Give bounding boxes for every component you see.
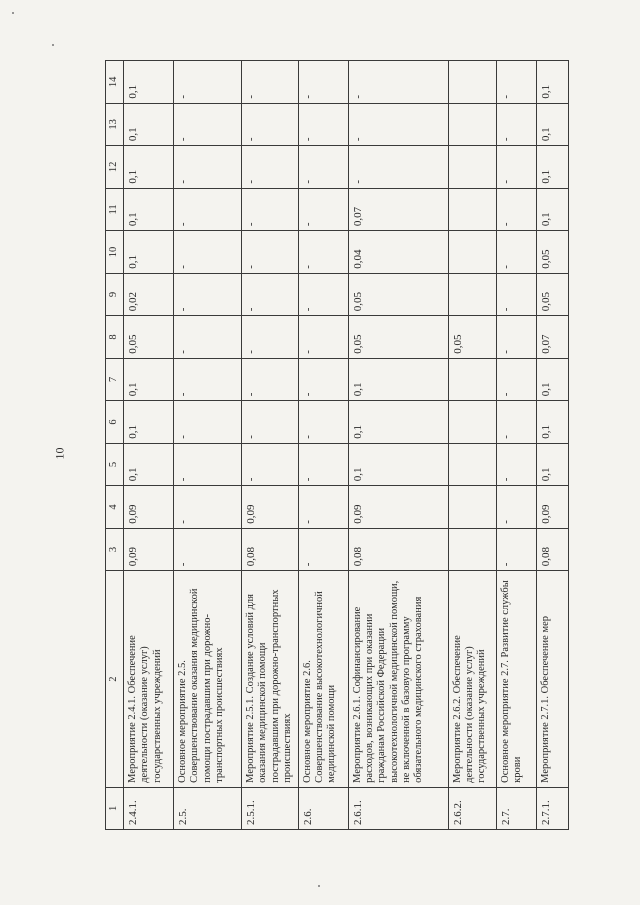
table-row <box>536 61 568 830</box>
header-cell: 8 <box>106 316 124 359</box>
value-cell <box>448 486 496 529</box>
value-cell: 0,04 <box>348 231 448 274</box>
table-row <box>174 61 242 830</box>
value-cell <box>448 443 496 486</box>
value-cell: - <box>298 273 348 316</box>
value-cell: 0,1 <box>124 401 174 444</box>
row-description: Мероприятие 2.4.1. Обеспечение деятельности (оказание услуг) государственных учреждений <box>124 571 174 788</box>
value-cell <box>448 61 496 104</box>
table-container <box>105 60 552 830</box>
value-cell: 0,1 <box>536 358 568 401</box>
value-cell: 0,08 <box>536 528 568 571</box>
value-cell: - <box>348 146 448 189</box>
header-cell: 9 <box>106 273 124 316</box>
value-cell: - <box>496 61 536 104</box>
value-cell: - <box>496 231 536 274</box>
row-code: 2.7.1. <box>536 787 568 829</box>
value-cell: - <box>298 486 348 529</box>
value-cell: 0,1 <box>536 443 568 486</box>
value-cell: 0,09 <box>536 486 568 529</box>
row-description: Мероприятие 2.6.2. Обеспечение деятельности (оказание услуг) государственных учреждений <box>448 571 496 788</box>
value-cell: - <box>496 401 536 444</box>
value-cell: 0,05 <box>348 273 448 316</box>
row-description: Мероприятие 2.7.1. Обеспечение мер <box>536 571 568 788</box>
row-description: Основное мероприятие 2.5. Совершенствование оказания медицинской помощи пострадавшим при дорожно-транспортных происшествиях <box>174 571 242 788</box>
value-cell: 0,1 <box>536 146 568 189</box>
value-cell: - <box>298 316 348 359</box>
header-cell: 6 <box>106 401 124 444</box>
value-cell: - <box>174 103 242 146</box>
value-cell: 0,1 <box>348 443 448 486</box>
row-description: Мероприятие 2.5.1. Создание условий для оказания медицинской помощи пострадавшим при дорожно-транспортных происшествиях <box>242 571 299 788</box>
row-description: Мероприятие 2.6.1. Софинансирование расходов, возникающих при оказании гражданам Российской Федерации высокотехнологичной медицинской помощи, не включенной в базовую программу обязательного медицинского страхования <box>348 571 448 788</box>
value-cell: - <box>496 358 536 401</box>
value-cell: - <box>242 401 299 444</box>
table-row <box>448 61 496 830</box>
header-cell: 1 <box>106 787 124 829</box>
value-cell: - <box>174 358 242 401</box>
value-cell: - <box>174 528 242 571</box>
page-number: 10 <box>52 447 67 460</box>
value-cell: - <box>242 231 299 274</box>
value-cell: - <box>298 103 348 146</box>
value-cell: - <box>174 273 242 316</box>
value-cell: - <box>298 358 348 401</box>
value-cell: 0,05 <box>536 231 568 274</box>
value-cell <box>448 146 496 189</box>
value-cell: - <box>298 188 348 231</box>
value-cell: 0,1 <box>124 61 174 104</box>
value-cell: 0,1 <box>348 401 448 444</box>
value-cell: 0,1 <box>124 103 174 146</box>
scan-speck <box>12 12 14 14</box>
value-cell: - <box>242 443 299 486</box>
value-cell: - <box>174 146 242 189</box>
value-cell: 0,07 <box>348 188 448 231</box>
value-cell: - <box>298 443 348 486</box>
value-cell: - <box>174 61 242 104</box>
header-cell: 13 <box>106 103 124 146</box>
value-cell: - <box>496 443 536 486</box>
value-cell: 0,1 <box>536 61 568 104</box>
table-row <box>496 61 536 830</box>
value-cell: - <box>496 528 536 571</box>
row-code: 2.6.1. <box>348 787 448 829</box>
table-row <box>242 61 299 830</box>
value-cell: 0,05 <box>124 316 174 359</box>
header-cell: 7 <box>106 358 124 401</box>
value-cell: 0,05 <box>348 316 448 359</box>
header-cell: 5 <box>106 443 124 486</box>
value-cell: 0,1 <box>124 188 174 231</box>
value-cell: - <box>174 486 242 529</box>
row-code: 2.5.1. <box>242 787 299 829</box>
row-description: Основное мероприятие 2.6. Совершенствование высокотехнологичной медицинской помощи <box>298 571 348 788</box>
value-cell: 0,1 <box>536 401 568 444</box>
value-cell: - <box>242 358 299 401</box>
table-row <box>348 61 448 830</box>
value-cell: 0,08 <box>242 528 299 571</box>
value-cell: - <box>242 316 299 359</box>
row-description: Основное мероприятие 2.7. Развитие службы крови <box>496 571 536 788</box>
value-cell: - <box>496 146 536 189</box>
value-cell: 0,08 <box>348 528 448 571</box>
value-cell: 0,1 <box>536 103 568 146</box>
value-cell: - <box>242 188 299 231</box>
value-cell: 0,05 <box>536 273 568 316</box>
value-cell: 0,1 <box>124 358 174 401</box>
value-cell: 0,09 <box>348 486 448 529</box>
value-cell: - <box>298 146 348 189</box>
header-cell: 11 <box>106 188 124 231</box>
value-cell <box>448 358 496 401</box>
value-cell: - <box>174 316 242 359</box>
value-cell: 0,02 <box>124 273 174 316</box>
value-cell: - <box>496 103 536 146</box>
value-cell: 0,07 <box>536 316 568 359</box>
scan-speck <box>52 44 54 46</box>
value-cell <box>448 528 496 571</box>
header-cell: 12 <box>106 146 124 189</box>
value-cell: 0,1 <box>124 231 174 274</box>
header-cell: 2 <box>106 571 124 788</box>
value-cell: - <box>242 61 299 104</box>
value-cell: - <box>298 61 348 104</box>
value-cell: - <box>496 273 536 316</box>
value-cell: 0,09 <box>124 486 174 529</box>
value-cell: - <box>174 231 242 274</box>
value-cell: 0,1 <box>124 443 174 486</box>
value-cell <box>448 273 496 316</box>
value-cell: - <box>242 146 299 189</box>
header-row <box>106 61 124 830</box>
value-cell: 0,09 <box>242 486 299 529</box>
value-cell <box>448 103 496 146</box>
value-cell: - <box>298 401 348 444</box>
scan-speck <box>318 885 320 887</box>
value-cell: 0,05 <box>448 316 496 359</box>
value-cell: 0,09 <box>124 528 174 571</box>
table-row <box>124 61 174 830</box>
header-cell: 10 <box>106 231 124 274</box>
row-code: 2.7. <box>496 787 536 829</box>
row-code: 2.4.1. <box>124 787 174 829</box>
value-cell: - <box>496 188 536 231</box>
value-cell: - <box>496 486 536 529</box>
value-cell: - <box>298 528 348 571</box>
value-cell: 0,1 <box>348 358 448 401</box>
row-code: 2.6. <box>298 787 348 829</box>
value-cell: - <box>298 231 348 274</box>
value-cell <box>448 188 496 231</box>
value-cell: - <box>174 401 242 444</box>
header-cell: 4 <box>106 486 124 529</box>
value-cell: 0,1 <box>124 146 174 189</box>
row-code: 2.6.2. <box>448 787 496 829</box>
value-cell: - <box>174 443 242 486</box>
value-cell: - <box>242 103 299 146</box>
table-row <box>298 61 348 830</box>
value-cell: - <box>242 273 299 316</box>
value-cell: - <box>174 188 242 231</box>
value-cell: 0,1 <box>536 188 568 231</box>
value-cell: - <box>348 61 448 104</box>
value-cell: - <box>496 316 536 359</box>
header-cell: 14 <box>106 61 124 104</box>
row-code: 2.5. <box>174 787 242 829</box>
value-cell <box>448 231 496 274</box>
data-table <box>105 60 569 830</box>
value-cell <box>448 401 496 444</box>
value-cell: - <box>348 103 448 146</box>
header-cell: 3 <box>106 528 124 571</box>
